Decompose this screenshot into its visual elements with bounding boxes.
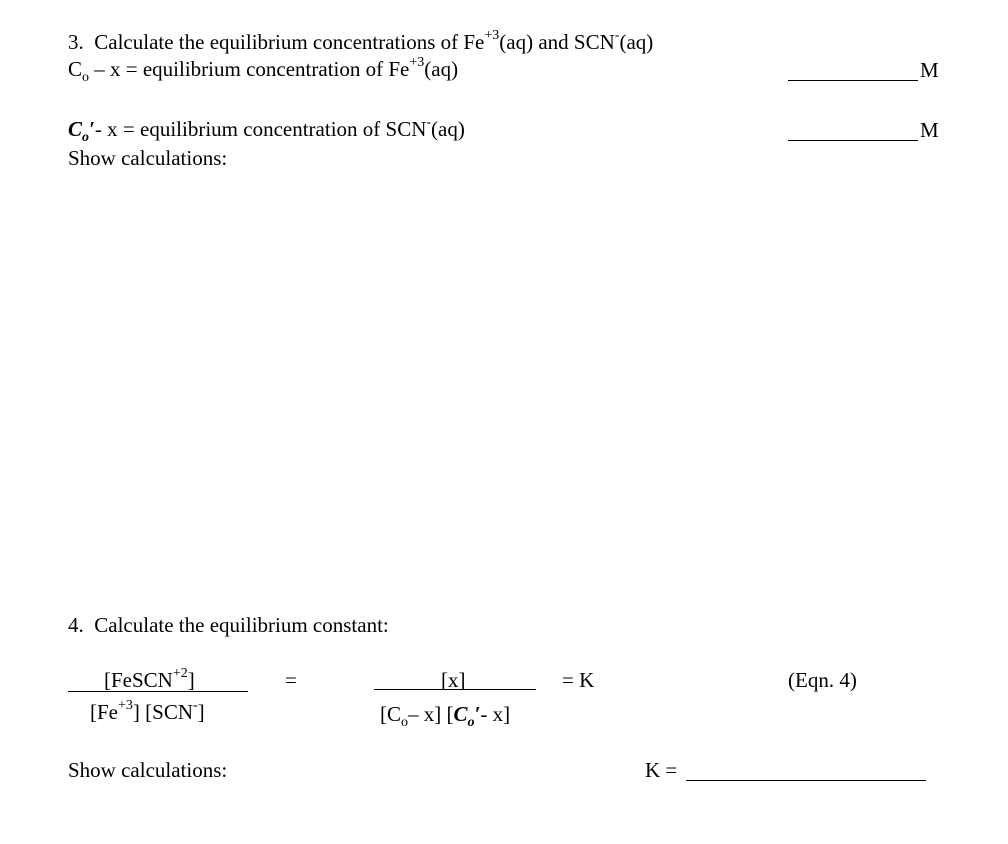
- q3-number: 3.: [68, 30, 84, 54]
- lhs-numerator: [FeSCN$^{+2}$]: [104, 666, 195, 692]
- q3-title: 3. Calculate the equilibrium concentrations of $Fe^{+3}(aq)$ and SCN-(aq): [68, 28, 654, 54]
- equals-sign-1: =: [285, 668, 297, 692]
- equation-label: (Eqn. 4): [788, 668, 857, 692]
- equals-k: = K: [562, 668, 595, 692]
- k-label: K =: [645, 758, 678, 782]
- q3-line2: $C_o'-$ x = equilibrium concentration of SCN-(aq): [68, 115, 465, 146]
- rhs-denominator: [$C_o-$ x] [$C_o'-$ x]: [380, 702, 511, 731]
- q4-title: 4. Calculate the equilibrium constant:: [68, 613, 389, 637]
- lhs-denominator: $[Fe^{+3}]$ [SCN-]: [90, 698, 205, 724]
- q3-answer-blank-1[interactable]: [788, 80, 918, 81]
- q4-show-calculations: Show calculations:: [68, 758, 228, 782]
- k-answer-blank[interactable]: [686, 780, 926, 781]
- q3-line1: $C_o$ – x = equilibrium concentration of $Fe^{+3}(aq)$: [68, 55, 459, 86]
- q4-number: 4.: [68, 613, 84, 637]
- q3-unit-1: M: [920, 58, 939, 82]
- q3-show-calculations: Show calculations:: [68, 146, 228, 170]
- q3-answer-blank-2[interactable]: [788, 140, 918, 141]
- rhs-numerator: [x]: [441, 668, 466, 692]
- q3-unit-2: M: [920, 118, 939, 142]
